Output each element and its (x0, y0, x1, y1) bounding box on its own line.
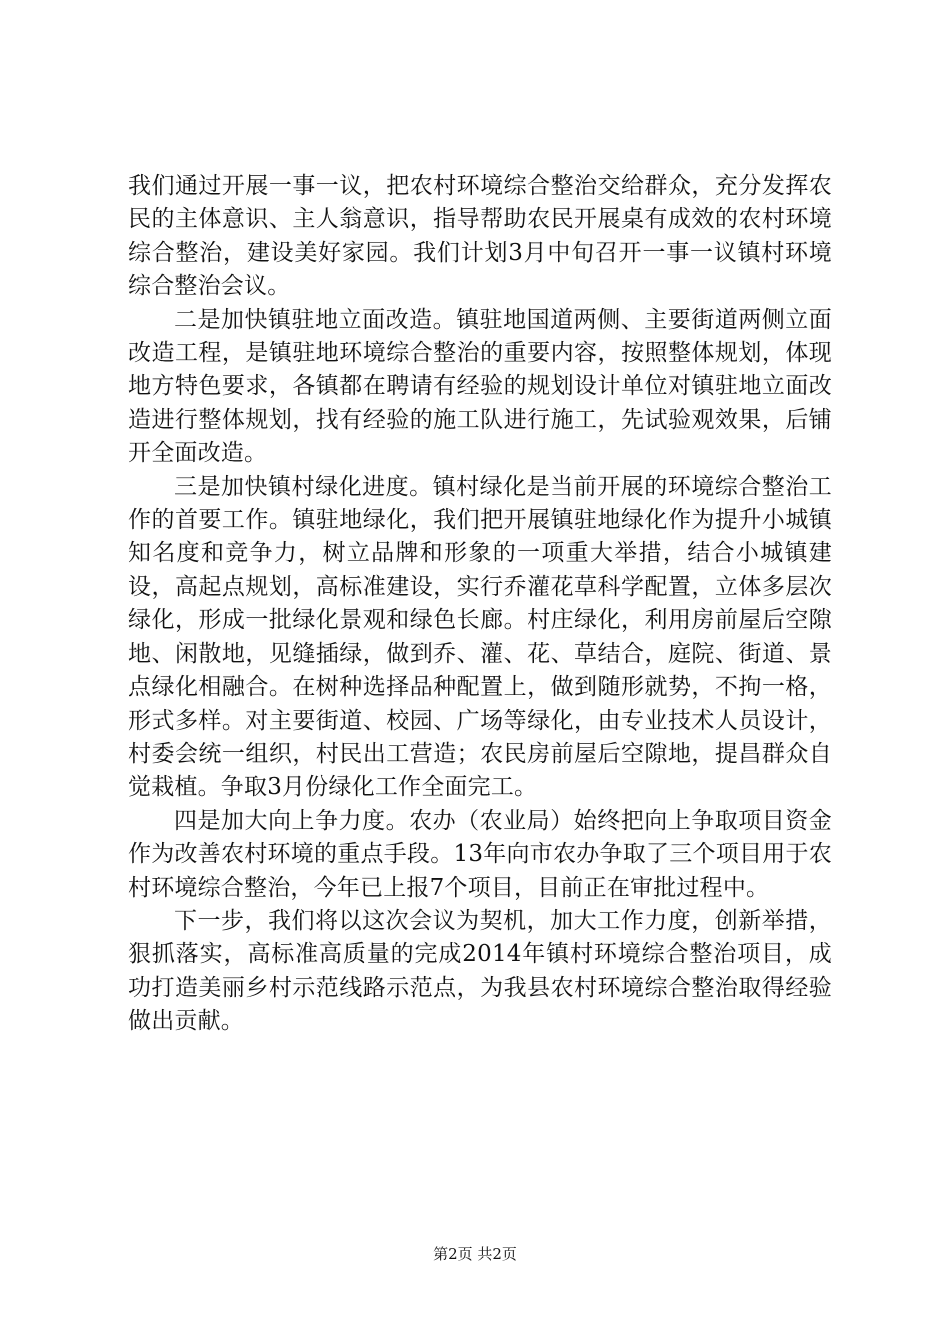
paragraph-5: 下一步，我们将以这次会议为契机，加大工作力度，创新举措，狠抓落实，高标准高质量的完成2014年镇村环境综合整治项目，成功打造美丽乡村示范线路示范点，为我县农村环境综合整治取得经验做出贡献。 (128, 907, 832, 1035)
page-footer: 第2页 共2页 (433, 1245, 517, 1263)
paragraph-2: 二是加快镇驻地立面改造。镇驻地国道两侧、主要街道两侧立面改造工程，是镇驻地环境综合整治的重要内容，按照整体规划，体现地方特色要求，各镇都在聘请有经验的规划设计单位对镇驻地立面改造进行整体规划，找有经验的施工队进行施工，先试验观效果，后铺开全面改造。 (128, 306, 832, 467)
paragraph-1: 我们通过开展一事一议，把农村环境综合整治交给群众，充分发挥农民的主体意识、主人翁意识，指导帮助农民开展桌有成效的农村环境综合整治，建设美好家园。我们计划3月中旬召开一事一议镇村环境综合整治会议。 (128, 173, 832, 300)
document-body (128, 170, 832, 1039)
paragraph-4: 四是加大向上争力度。农办（农业局）始终把向上争取项目资金作为改善农村环境的重点手段。13年向市农办争取了三个项目用于农村环境综合整治，今年已上报7个项目，目前正在审批过程中。 (128, 807, 832, 901)
paragraph-3: 三是加快镇村绿化进度。镇村绿化是当前开展的环境综合整治工作的首要工作。镇驻地绿化，我们把开展镇驻地绿化作为提升小城镇知名度和竞争力，树立品牌和形象的一项重大举措，结合小城镇建设，高起点规划，高标准建设，实行乔灌花草科学配置，立体多层次绿化，形成一批绿化景观和绿色长廊。村庄绿化，利用房前屋后空隙地、闲散地，见缝插绿，做到乔、灌、花、草结合，庭院、街道、景点绿化相融合。在树种选择品种配置上，做到随形就势，不拘一格，形式多样。对主要街道、校园、广场等绿化，由专业技术人员设计，村委会统一组织，村民出工营造；农民房前屋后空隙地，提昌群众自觉栽植。争取3月份绿化工作全面完工。 (128, 473, 832, 801)
